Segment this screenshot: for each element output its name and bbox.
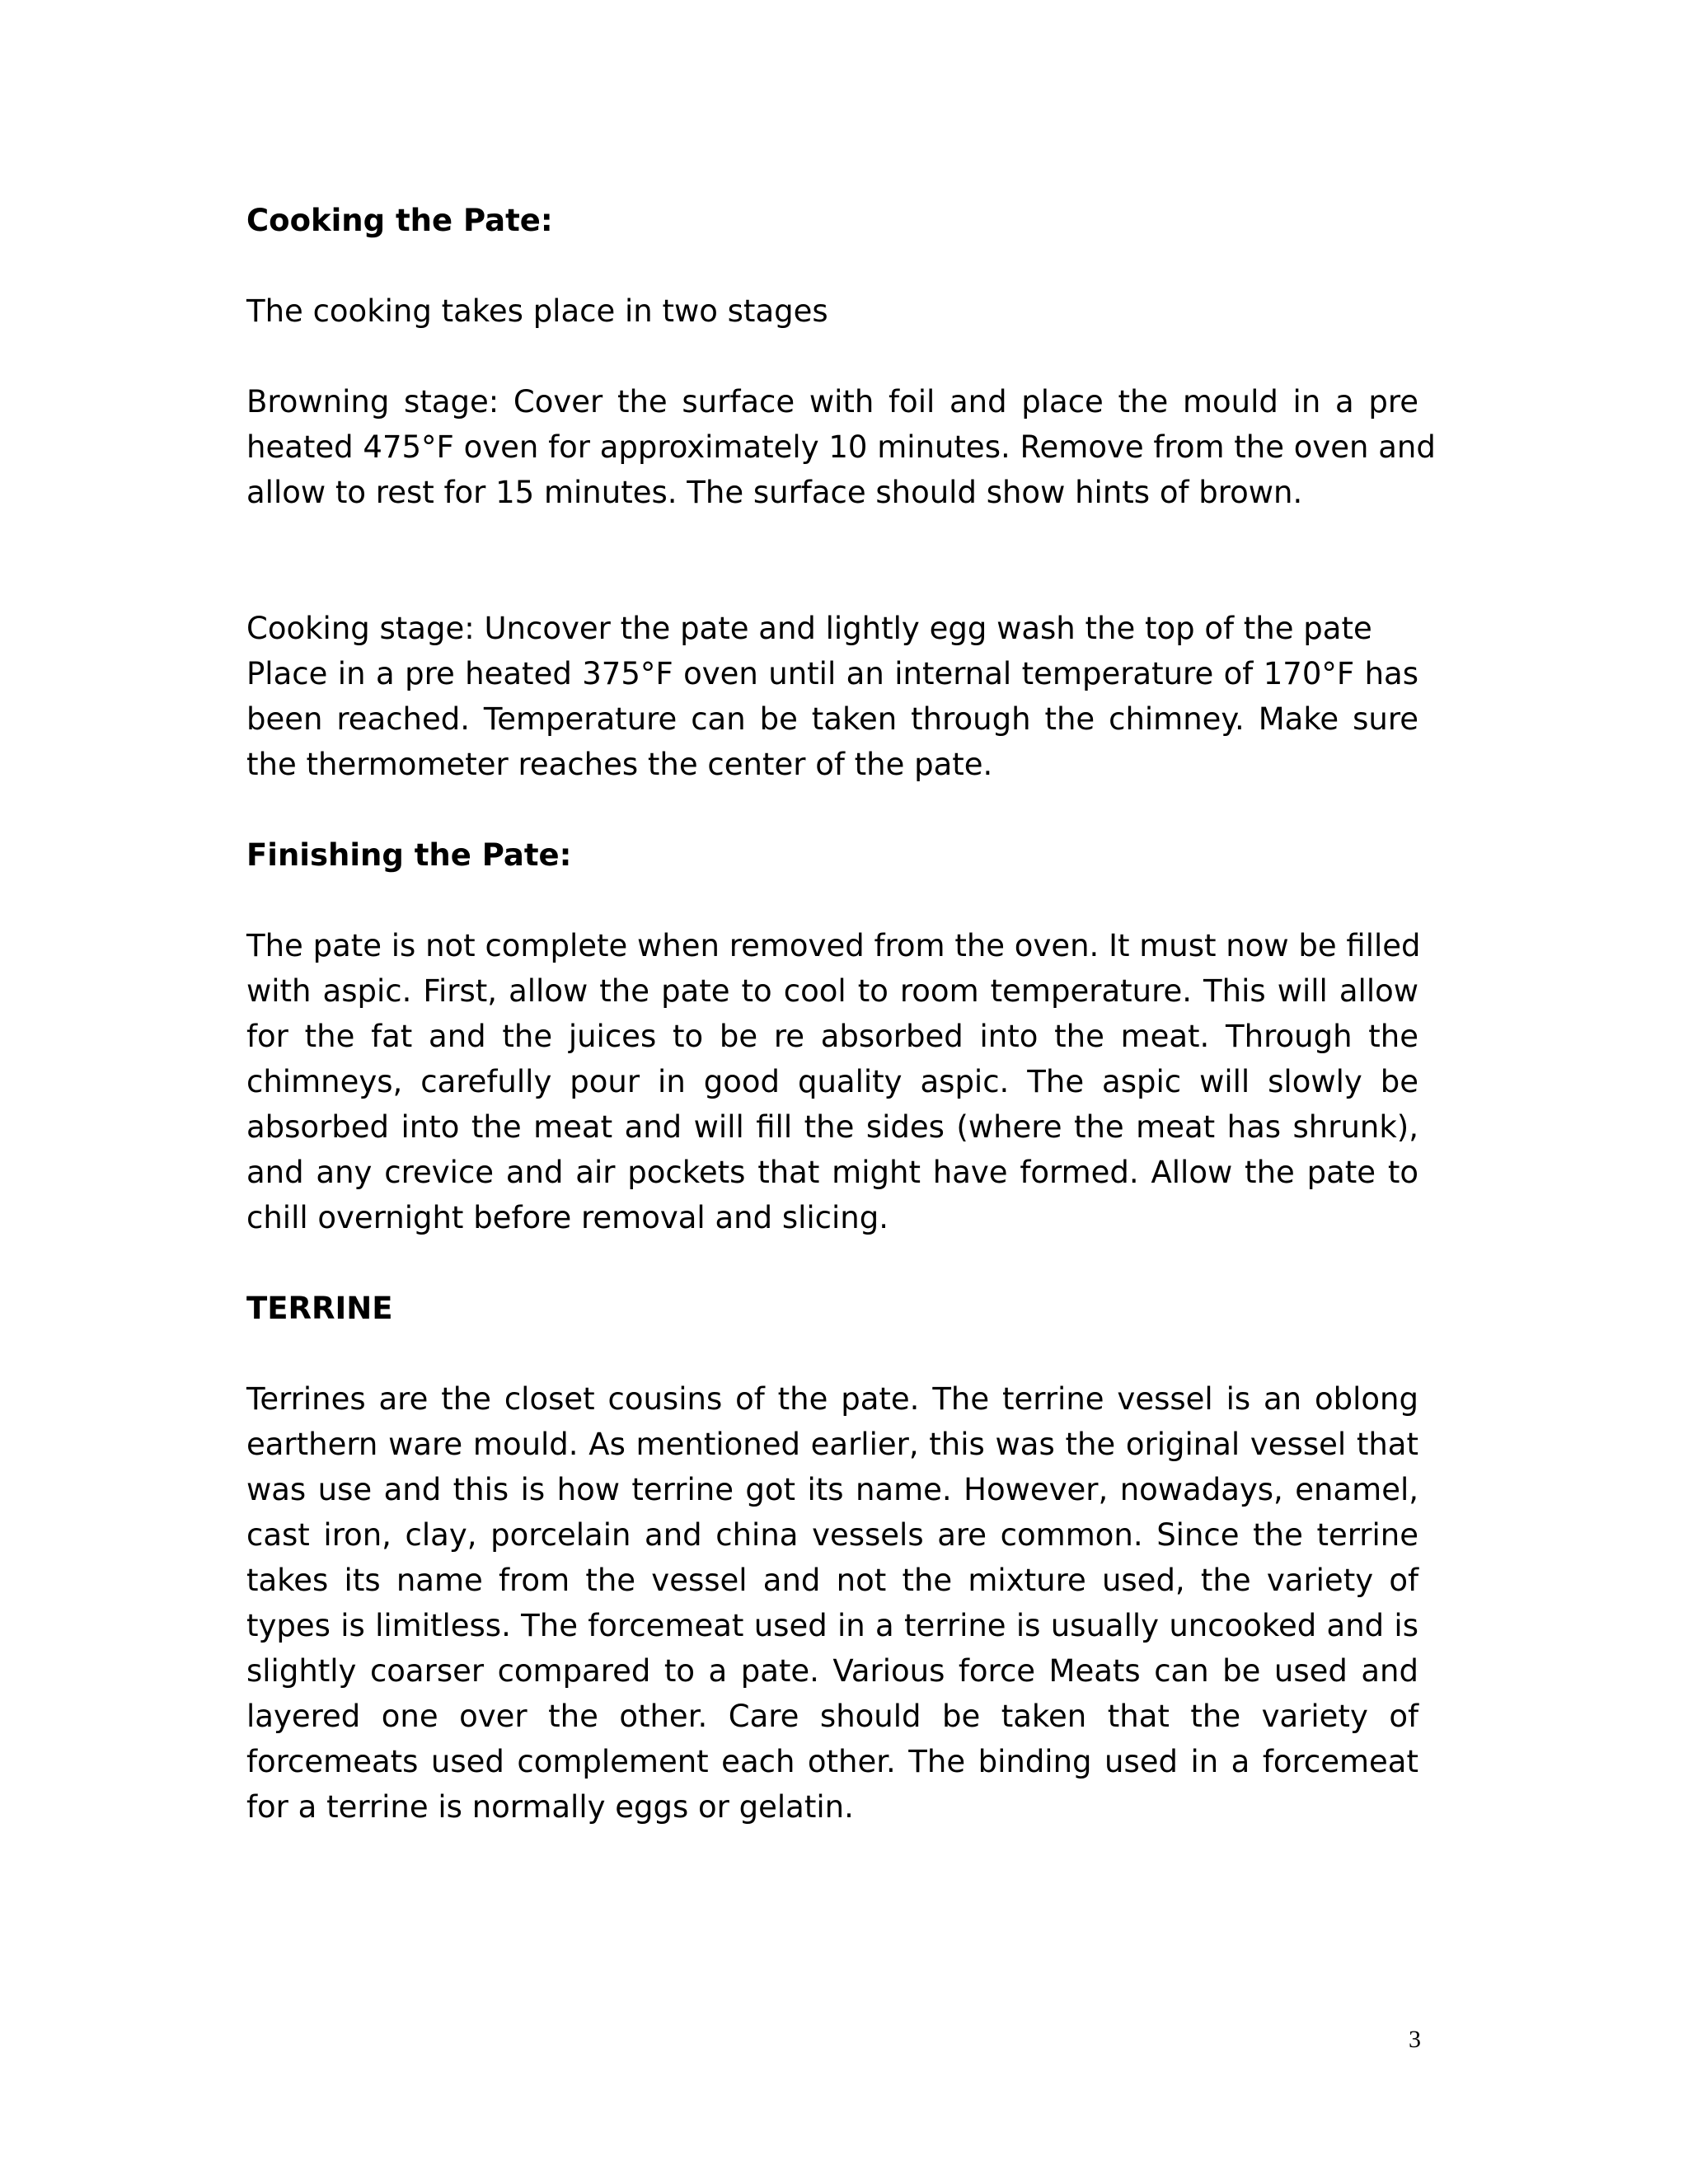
text-line: chill overnight before removal and slicing. <box>246 1200 889 1235</box>
spacer <box>246 515 1418 606</box>
text-line: been reached. Temperature can be taken through the chimney. Make sure <box>246 701 1418 737</box>
finishing-heading: Finishing the Pate: <box>246 837 572 873</box>
cooking-heading: Cooking the Pate: <box>246 203 553 238</box>
spacer <box>246 334 1418 379</box>
text-line: with aspic. First, allow the pate to cool to room temperature. This will allow <box>246 973 1418 1009</box>
text-line: The pate is not complete when removed from the oven. It must now be filled <box>246 928 1421 963</box>
cooking-stage-paragraph <box>246 606 1418 787</box>
page-number: 3 <box>1409 2026 1421 2053</box>
finishing-paragraph <box>246 923 1421 1240</box>
text-line: the thermometer reaches the center of the pate. <box>246 747 993 782</box>
terrine-heading: TERRINE <box>246 1291 393 1326</box>
browning-stage-paragraph <box>246 379 1436 515</box>
text-line: Cooking stage: Uncover the pate and lightly egg wash the top of the pate <box>246 611 1372 646</box>
text-line: chimneys, carefully pour in good quality aspic. The aspic will slowly be <box>246 1064 1418 1099</box>
text-line: allow to rest for 15 minutes. The surface should show hints of brown. <box>246 475 1303 510</box>
text-line: Browning stage: Cover the surface with foil and place the mould in a pre <box>246 384 1418 419</box>
text-line: and any crevice and air pockets that might have formed. Allow the pate to <box>246 1155 1418 1190</box>
text-line: types is limitless. The forcemeat used in a terrine is usually uncooked and is <box>246 1608 1418 1643</box>
text-line: forcemeats used complement each other. The binding used in a forcemeat <box>246 1744 1418 1779</box>
text-line: for a terrine is normally eggs or gelatin. <box>246 1789 854 1825</box>
spacer <box>246 878 1418 923</box>
text-line: absorbed into the meat and will fill the sides (where the meat has shrunk), <box>246 1109 1418 1145</box>
text-line: layered one over the other. Care should be taken that the variety of <box>246 1699 1418 1734</box>
spacer <box>246 1331 1418 1376</box>
spacer <box>246 787 1418 832</box>
terrine-paragraph <box>246 1376 1418 1830</box>
page-content <box>246 198 1436 1830</box>
text-line: takes its name from the vessel and not the mixture used, the variety of <box>246 1563 1418 1598</box>
text-line: was use and this is how terrine got its name. However, nowadays, enamel, <box>246 1472 1418 1507</box>
text-line: slightly coarser compared to a pate. Various force Meats can be used and <box>246 1653 1418 1689</box>
text-line: The cooking takes place in two stages <box>246 293 828 329</box>
text-line: earthern ware mould. As mentioned earlier, this was the original vessel that <box>246 1427 1418 1462</box>
text-line: heated 475°F oven for approximately 10 minutes. Remove from the oven and <box>246 429 1436 465</box>
spacer <box>246 1240 1418 1286</box>
spacer <box>246 243 1418 288</box>
cooking-intro <box>246 288 1418 334</box>
text-line: for the fat and the juices to be re absorbed into the meat. Through the <box>246 1019 1418 1054</box>
text-line: Place in a pre heated 375°F oven until an internal temperature of 170°F has <box>246 656 1418 691</box>
text-line: cast iron, clay, porcelain and china vessels are common. Since the terrine <box>246 1517 1418 1553</box>
text-line: Terrines are the closet cousins of the pate. The terrine vessel is an oblong <box>246 1381 1418 1417</box>
